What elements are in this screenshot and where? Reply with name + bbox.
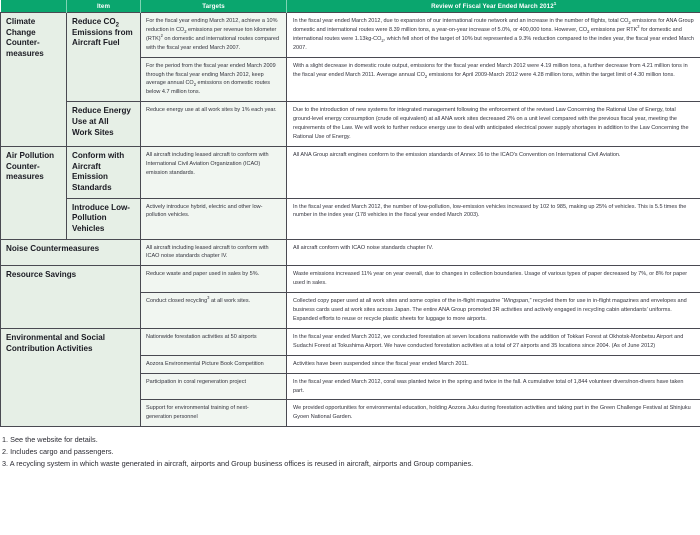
review-cell: In the fiscal year ended March 2012, due to expansion of our international route network and an increase in the number of flights, total $CO_2$ emissions for ANA Group domestic and international routes were 8.39 million tons, a year-on-year increase of 5.0%, or 400,000 tons. However, $CO_2$ emissions per RTK$^2$ for domestic and international routes were $1.13kg-CO_2$, which fell short of the target of 10% but represented a 9.3% reduction compared to the index year, the fiscal year ended March 2007. — [287, 13, 700, 58]
review-cell: In the fiscal year ended March 2012, coral was planted twice in the spring and twice in the fall. A cumulative total of 1,844 volunteer divers/non-divers have taken part. — [287, 373, 700, 400]
review-cell: Collected copy paper used at all work sites and some copies of the in-flight magazine “Wingspan,” recycled them for use in in-flight magazines and envelopes and business cards used at work sites across Japan. The entire ANA Group promoted 3R activities and actively engaged in recycling cabin attendants’ uniforms. Expanded efforts to reuse or recycle plastic sheets for luggage to more airports. — [287, 293, 700, 329]
item-cell-conform-emission-standards: Conform with Aircraft Emission Standards — [67, 146, 141, 198]
table-row — [1, 328, 700, 355]
table-row — [1, 146, 700, 198]
category-cell-environmental-social-contribution: Environmental and Social Contribution Activities — [1, 328, 141, 426]
review-cell: Waste emissions increased 11% year on year overall, due to changes in collection boundaries. Usage of various types of paper decreased by 7%, or 8% for paper used in sales. — [287, 266, 700, 293]
header-review-footnote-marker: 1 — [553, 0, 557, 6]
footnotes — [0, 427, 700, 469]
target-cell: Actively introduce hybrid, electric and other low-pollution vehicles. — [141, 198, 287, 239]
target-cell: All aircraft including leased aircraft to conform with International Civil Aviation Organization (ICAO) emission standards. — [141, 146, 287, 198]
footnote-2: 2. Includes cargo and passengers. — [2, 447, 114, 457]
target-cell: Aozora Environmental Picture Book Competition — [141, 355, 287, 373]
table-row — [1, 102, 700, 147]
target-cell: Participation in coral regeneration project — [141, 373, 287, 400]
category-cell-climate-change: Climate Change Counter- measures — [1, 13, 67, 147]
target-cell: Support for environmental training of next- generation personnel — [141, 400, 287, 427]
target-cell: Reduce energy use at all work sites by 1% each year. — [141, 102, 287, 147]
header-item: Item — [67, 0, 141, 13]
target-cell: Nationwide forestation activities at 50 airports — [141, 328, 287, 355]
table-row — [1, 266, 700, 293]
item-cell-introduce-low-pollution-vehicles: Introduce Low- Pollution Vehicles — [67, 198, 141, 239]
target-cell: Conduct closed recycling$^3$ at all work sites. — [141, 293, 287, 329]
target-cell: Reduce waste and paper used in sales by 5%. — [141, 266, 287, 293]
footnote-3: 3. A recycling system in which waste generated in aircraft, airports and Group business offices is reused in aircraft, airports and Group companies. — [2, 458, 474, 468]
target-cell: All aircraft including leased aircraft to conform with ICAO noise standards chapter IV. — [141, 239, 287, 266]
table-header — [1, 0, 700, 13]
item-cell-reduce-energy-use: Reduce Energy Use at All Work Sites — [67, 102, 141, 147]
target-cell: For the period from the fiscal year ended March 2009 through the fiscal year ending March 2012, keep average annual $CO_2$ emissions on domestic routes below 4.7 million tons. — [141, 57, 287, 102]
review-cell: With a slight decrease in domestic route output, emissions for the fiscal year ended March 2012 were 4.19 million tons, a further decrease from 4.21 million tons in the fiscal year ended March 2011. Average annual $CO_2$ emissions for April 2009-March 2012 were 4.28 million tons, within the target limit of 4.30 million tons. — [287, 57, 700, 102]
header-review-label: Review of Fiscal Year Ended March 2012 — [431, 2, 554, 10]
item-cell-reduce-co2-aircraft-fuel: Reduce $CO_2$ Emissions from Aircraft Fuel — [67, 13, 141, 102]
header-targets: Targets — [141, 0, 287, 13]
table-body — [1, 13, 700, 427]
header-review — [287, 0, 700, 13]
review-cell: All aircraft conform with ICAO noise standards chapter IV. — [287, 239, 700, 266]
category-cell-air-pollution: Air Pollution Counter- measures — [1, 146, 67, 239]
table-row — [1, 13, 700, 58]
review-cell: In the fiscal year ended March 2012, we conducted forestation at seven locations nationwide with the addition of Tokkari Forest at Okhotsk-Monbetsu Airport and Sudachi Forest at Tokushima Airport. We have conducted forestation activities at a total of 27 airports and 35 locations since 2004. (As of June 2012) — [287, 328, 700, 355]
table-row — [1, 198, 700, 239]
review-cell: In the fiscal year ended March 2012, the number of low-pollution, low-emission vehicles increased by 102 to 985, making up 25% of vehicles. This is 5.5 times the number in the index year (178 vehicles in the fiscal year ended March 2003). — [287, 198, 700, 239]
review-cell: Activities have been suspended since the fiscal year ended March 2011. — [287, 355, 700, 373]
review-cell: We provided opportunities for environmental education, holding Aozora Juku during forestation activities and taking part in the Green Challenge Festival at Shinjuku Gyoen National Garden. — [287, 400, 700, 427]
category-cell-resource-savings: Resource Savings — [1, 266, 141, 329]
review-cell: All ANA Group aircraft engines conform to the emission standards of Annex 16 to the ICAO's Convention on International Civil Aviation. — [287, 146, 700, 198]
header-blank — [1, 0, 67, 13]
footnote-1: 1. See the website for details. — [2, 435, 98, 445]
review-cell: Due to the introduction of new systems for integrated management following the enforcement of the revised Law Concerning the Rational Use of Energy, total ground-level energy consumption (crude oil equivalent) at all ANA work sites decreased 2% on a unit level compared with the previous fiscal year, meeting the requirements of the Law. We will work to further reduce energy use to deal with anticipated electrical power supply shortages in addition to the Law Concerning the Rational Use of Energy. — [287, 102, 700, 147]
target-cell: For the fiscal year ending March 2012, achieve a 10% reduction in $CO_2$ emissions per revenue ton kilometer (RTK)$^2$ on domestic and international routes compared with the fiscal year ended March 2007. — [141, 13, 287, 58]
header-row — [1, 0, 700, 13]
table-row — [1, 239, 700, 266]
category-cell-noise-countermeasures: Noise Countermeasures — [1, 239, 141, 266]
